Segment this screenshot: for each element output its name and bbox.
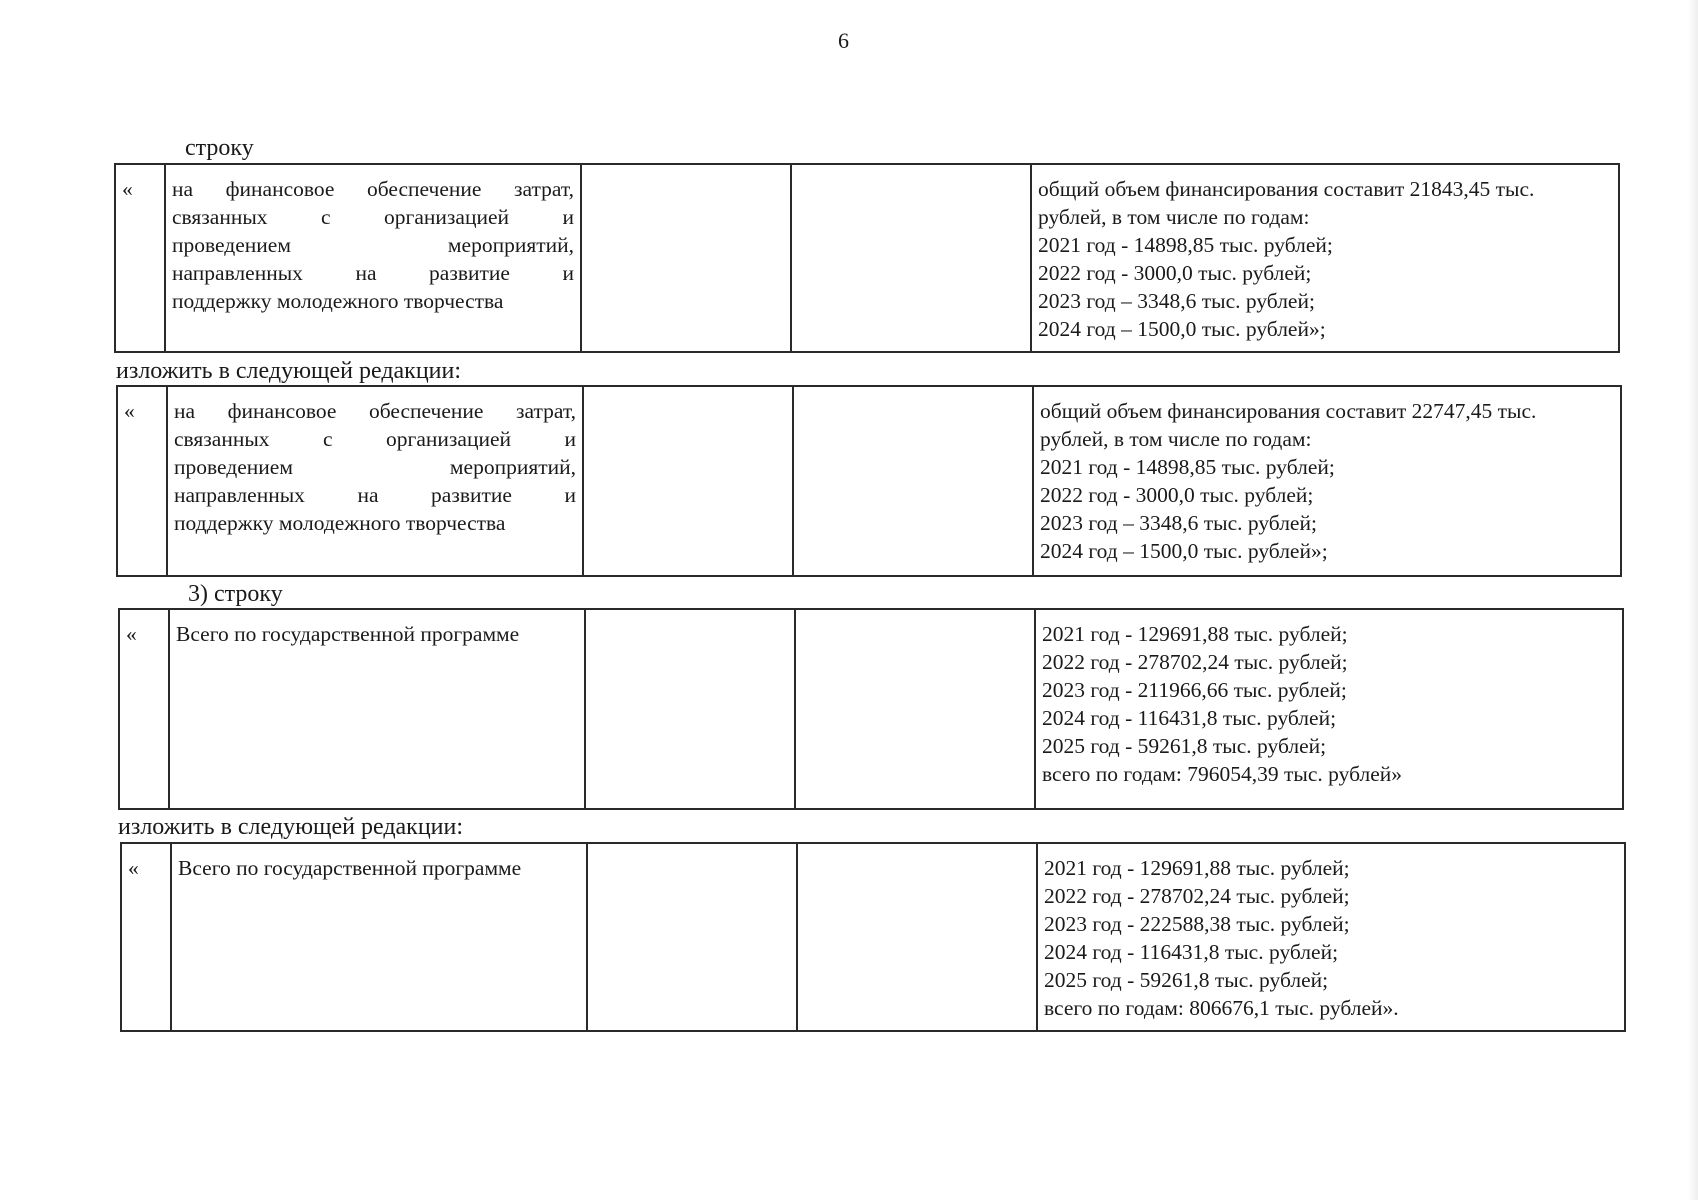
financing-cell <box>1035 609 1623 809</box>
description-line: направленных на развитие и <box>174 483 576 507</box>
financing-line: всего по годам: 796054,39 тыс. рублей» <box>1042 762 1403 786</box>
empty-cell <box>791 164 1031 352</box>
description-line: проведением мероприятий, <box>174 455 576 479</box>
row-description-cell <box>167 386 583 576</box>
empty-cell <box>581 164 791 352</box>
page-number: 6 <box>838 28 849 53</box>
section-caption: изложить в следующей редакции: <box>116 358 462 384</box>
description-line: на финансовое обеспечение затрат, <box>172 177 574 201</box>
row-description-cell <box>165 164 581 352</box>
table-row <box>115 164 1619 352</box>
program-row-table <box>118 608 1624 810</box>
row-description-cell <box>171 843 587 1031</box>
financing-line: 2024 год - 116431,8 тыс. рублей; <box>1044 940 1339 964</box>
financing-cell <box>1037 843 1625 1031</box>
program-row-table <box>120 842 1626 1032</box>
empty-cell <box>793 386 1033 576</box>
scan-edge-shading <box>1688 0 1698 1200</box>
description-line: связанных с организацией и <box>174 427 576 451</box>
program-row-table <box>114 163 1620 353</box>
financing-line: 2025 год - 59261,8 тыс. рублей; <box>1042 734 1327 758</box>
description-line: на финансовое обеспечение затрат, <box>174 399 576 423</box>
row-description-cell <box>169 609 585 809</box>
financing-line: 2023 год – 3348,6 тыс. рублей; <box>1038 289 1315 313</box>
financing-line: 2024 год – 1500,0 тыс. рублей»; <box>1038 317 1326 341</box>
financing-line: 2025 год - 59261,8 тыс. рублей; <box>1044 968 1329 992</box>
financing-line: 2024 год - 116431,8 тыс. рублей; <box>1042 706 1337 730</box>
description-line: поддержку молодежного творчества <box>174 511 506 535</box>
financing-line: рублей, в том числе по годам: <box>1040 427 1312 451</box>
description-line: Всего по государственной программе <box>178 856 522 880</box>
financing-line: общий объем финансирования составит 21843,45 тыс. <box>1038 177 1535 201</box>
financing-cell <box>1031 164 1619 352</box>
empty-cell <box>587 843 797 1031</box>
financing-line: 2023 год - 222588,38 тыс. рублей; <box>1044 912 1350 936</box>
table-row <box>121 843 1625 1031</box>
section-caption: 3) строку <box>188 581 283 607</box>
description-line: связанных с организацией и <box>172 205 574 229</box>
financing-line: общий объем финансирования составит 22747,45 тыс. <box>1040 399 1537 423</box>
opening-quote: « <box>121 843 171 1031</box>
description-line: проведением мероприятий, <box>172 233 574 257</box>
section-caption: изложить в следующей редакции: <box>118 814 464 840</box>
financing-line: 2022 год - 278702,24 тыс. рублей; <box>1042 650 1348 674</box>
description-line: направленных на развитие и <box>172 261 574 285</box>
financing-line: 2021 год - 14898,85 тыс. рублей; <box>1038 233 1333 257</box>
financing-line: 2021 год - 129691,88 тыс. рублей; <box>1044 856 1350 880</box>
financing-line: 2022 год - 278702,24 тыс. рублей; <box>1044 884 1350 908</box>
empty-cell <box>585 609 795 809</box>
financing-line: всего по годам: 806676,1 тыс. рублей». <box>1044 996 1399 1020</box>
financing-line: 2024 год – 1500,0 тыс. рублей»; <box>1040 539 1328 563</box>
financing-line: 2022 год - 3000,0 тыс. рублей; <box>1038 261 1312 285</box>
description-line: Всего по государственной программе <box>176 622 520 646</box>
financing-line: 2023 год – 3348,6 тыс. рублей; <box>1040 511 1317 535</box>
financing-line: рублей, в том числе по годам: <box>1038 205 1310 229</box>
opening-quote: « <box>119 609 169 809</box>
financing-cell <box>1033 386 1621 576</box>
table-row <box>119 609 1623 809</box>
financing-line: 2023 год - 211966,66 тыс. рублей; <box>1042 678 1347 702</box>
description-line: поддержку молодежного творчества <box>172 289 504 313</box>
program-row-table <box>116 385 1622 577</box>
financing-line: 2021 год - 14898,85 тыс. рублей; <box>1040 455 1335 479</box>
opening-quote: « <box>115 164 165 352</box>
financing-line: 2021 год - 129691,88 тыс. рублей; <box>1042 622 1348 646</box>
section-caption: строку <box>185 135 254 161</box>
empty-cell <box>583 386 793 576</box>
table-row <box>117 386 1621 576</box>
financing-line: 2022 год - 3000,0 тыс. рублей; <box>1040 483 1314 507</box>
empty-cell <box>795 609 1035 809</box>
opening-quote: « <box>117 386 167 576</box>
empty-cell <box>797 843 1037 1031</box>
